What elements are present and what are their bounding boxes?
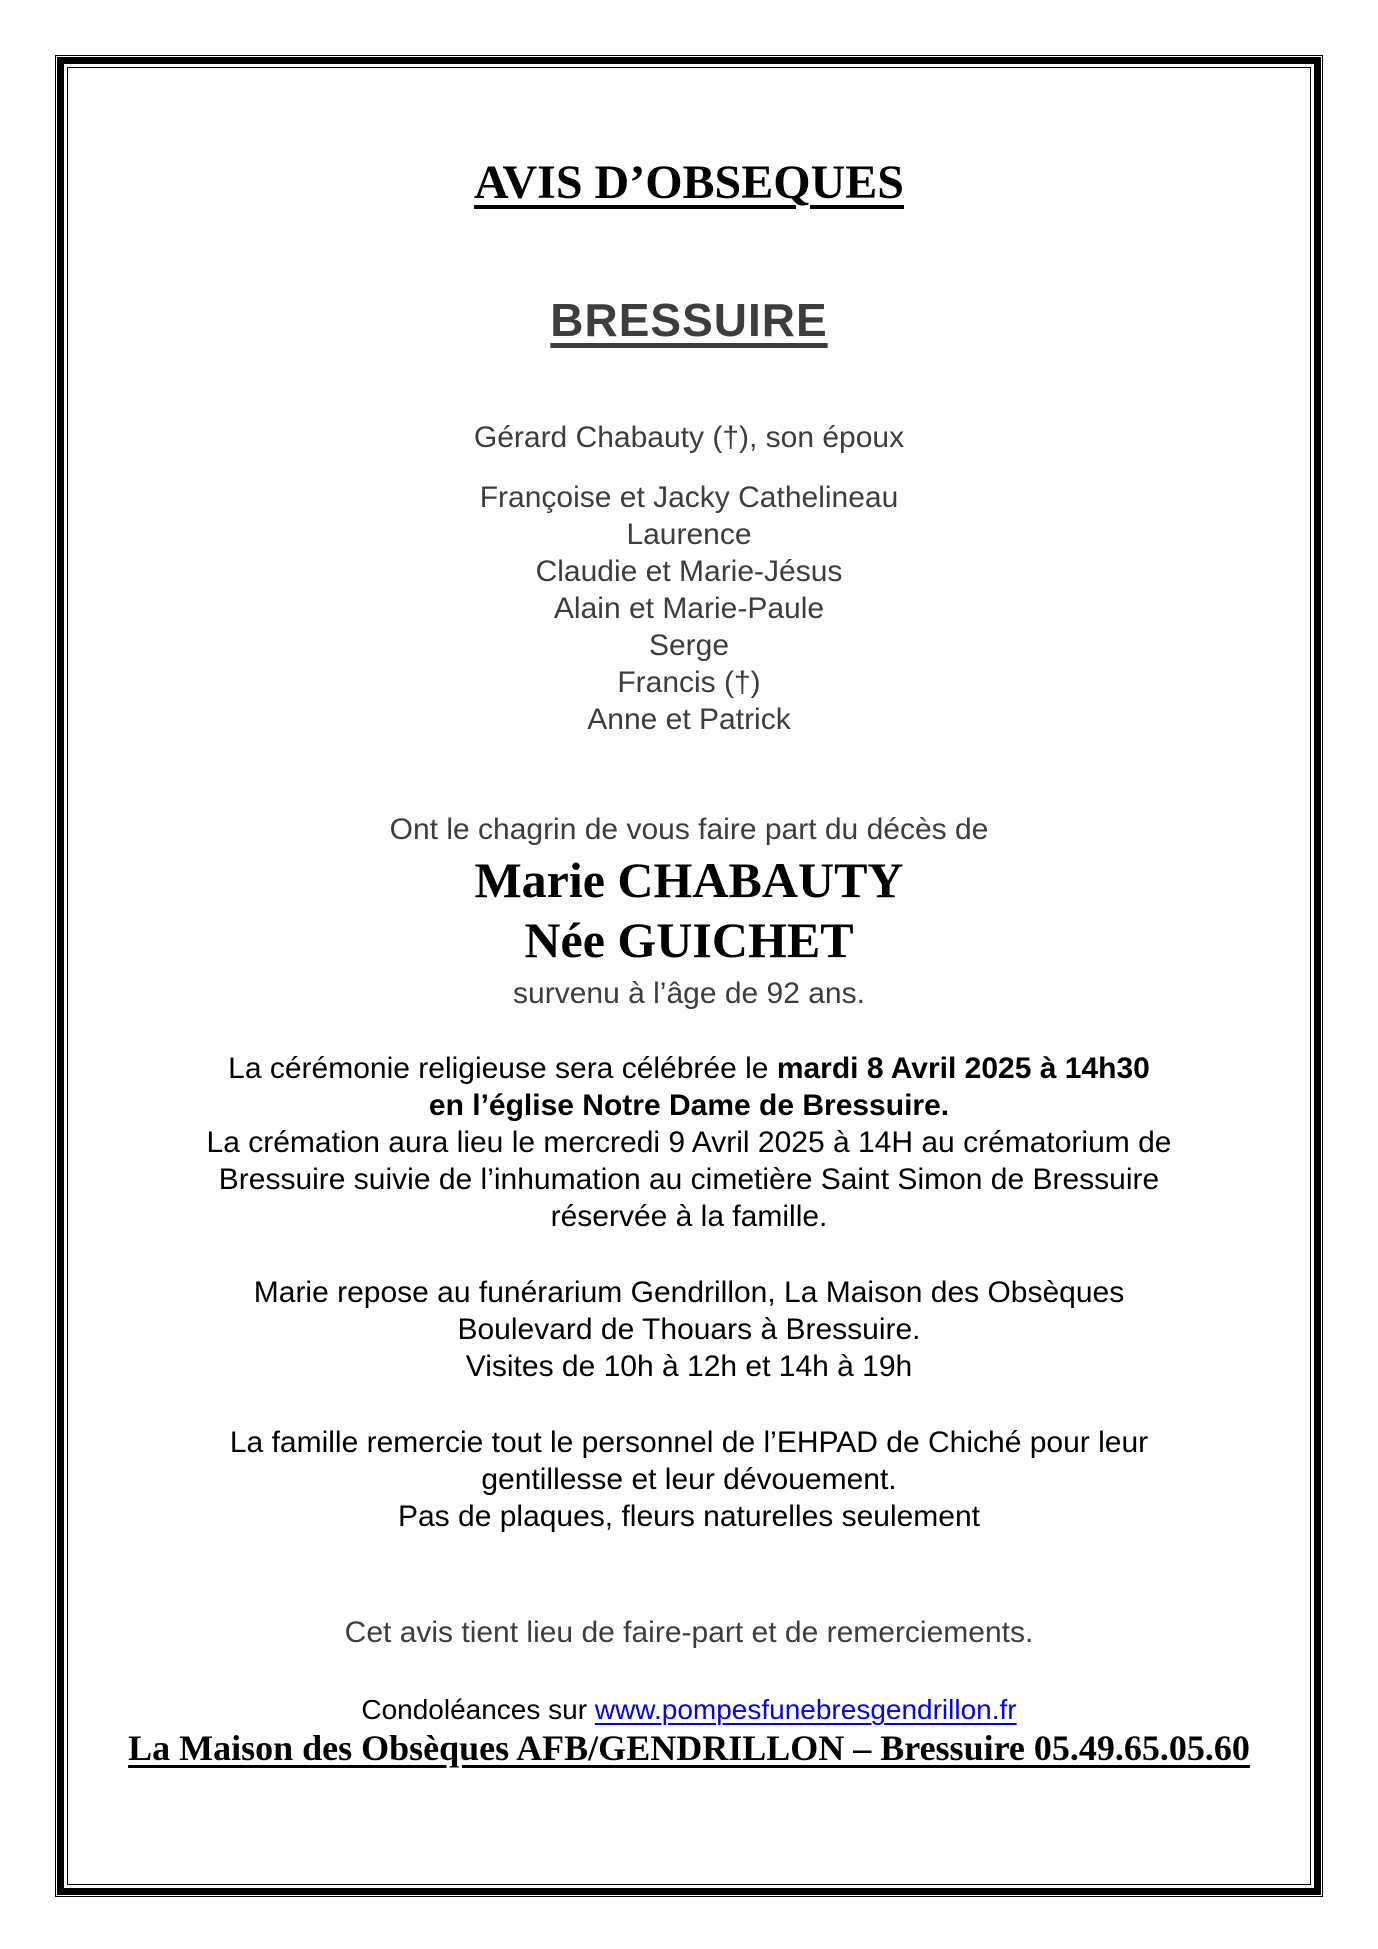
relative-name-line-segment: Francis (†) (617, 666, 761, 699)
relative-name-line (126, 590, 1252, 627)
notice-title: AVIS D’OBSEQUES (474, 156, 904, 209)
ceremony-line (126, 1198, 1252, 1235)
page-border-frame (55, 55, 1323, 1897)
spouse-line: Gérard Chabauty (†), son époux (473, 421, 905, 454)
city-heading: BRESSUIRE (550, 294, 828, 346)
notice-content (68, 155, 1310, 1885)
repose-line-segment: Visites de 10h à 12h et 14h à 19h (465, 1350, 913, 1383)
deceased-name-block (126, 850, 1252, 970)
relatives-list (126, 479, 1252, 738)
thanks-line-segment: gentillesse et leur dévouement. (481, 1463, 897, 1496)
thanks-line-segment: Pas de plaques, fleurs naturelles seulement (397, 1500, 980, 1533)
relative-name-line (126, 553, 1252, 590)
deceased-name-line1: Marie CHABAUTY (474, 852, 904, 908)
relative-name-line-segment: Françoise et Jacky Cathelineau (479, 481, 899, 514)
page-border-band (57, 57, 1321, 1895)
relative-name-line-segment: Serge (648, 629, 730, 662)
repose-line (126, 1311, 1252, 1348)
repose-line (126, 1348, 1252, 1385)
relative-name-line (126, 664, 1252, 701)
thanks-line (126, 1424, 1252, 1461)
ceremony-line-segment: La cérémonie religieuse sera célébrée le (228, 1052, 777, 1085)
deceased-maiden-name-line: Née GUICHET (524, 912, 854, 968)
relative-name-line (126, 627, 1252, 664)
relative-name-line (126, 479, 1252, 516)
relative-name-line-segment: Claudie et Marie-Jésus (535, 555, 843, 588)
thanks-line (126, 1461, 1252, 1498)
repose-line-segment: Marie repose au funérarium Gendrillon, La Maison des Obsèques (253, 1276, 1125, 1309)
ceremony-line (126, 1050, 1252, 1087)
repose-line (126, 1274, 1252, 1311)
page-border-inner-line (67, 67, 1311, 1885)
ceremony-line-segment: réservée à la famille. (550, 1200, 828, 1233)
announcement-line: Ont le chagrin de vous faire part du décès de (389, 813, 989, 846)
relative-name-line-segment: Anne et Patrick (587, 703, 791, 736)
thanks-line-segment: La famille remercie tout le personnel de l’EHPAD de Chiché pour leur (229, 1426, 1149, 1459)
ceremony-line-segment: mardi 8 Avril 2025 à 14h30 (776, 1052, 1150, 1085)
relative-name-line-segment: Alain et Marie-Paule (553, 592, 825, 625)
thanks-line (126, 1498, 1252, 1535)
condolences-prefix: Condoléances sur (361, 1694, 595, 1725)
ceremony-line-segment: La crémation aura lieu le mercredi 9 Avril 2025 à 14H au crématorium de (206, 1126, 1172, 1159)
ceremony-line (126, 1087, 1252, 1124)
age-line: survenu à l’âge de 92 ans. (513, 977, 865, 1010)
thanks-paragraph (126, 1424, 1252, 1535)
condolences-line (126, 1693, 1252, 1727)
relative-name-line-segment: Laurence (626, 518, 752, 551)
ceremony-line-segment: Bressuire suivie de l’inhumation au cimetière Saint Simon de Bressuire (218, 1163, 1160, 1196)
repose-line-segment: Boulevard de Thouars à Bressuire. (457, 1313, 921, 1346)
ceremony-paragraph (126, 1050, 1252, 1235)
repose-paragraph (126, 1274, 1252, 1385)
relative-name-line (126, 701, 1252, 738)
funeral-home-footer-line: La Maison des Obsèques AFB/GENDRILLON – Bressuire 05.49.65.05.60 (128, 1728, 1250, 1768)
ceremony-line (126, 1161, 1252, 1198)
condolences-link[interactable]: www.pompesfunebresgendrillon.fr (594, 1694, 1017, 1725)
relative-name-line (126, 516, 1252, 553)
faire-part-notice-line: Cet avis tient lieu de faire-part et de remerciements. (344, 1616, 1034, 1649)
ceremony-line-segment: en l’église Notre Dame de Bressuire. (428, 1089, 950, 1122)
ceremony-line (126, 1124, 1252, 1161)
